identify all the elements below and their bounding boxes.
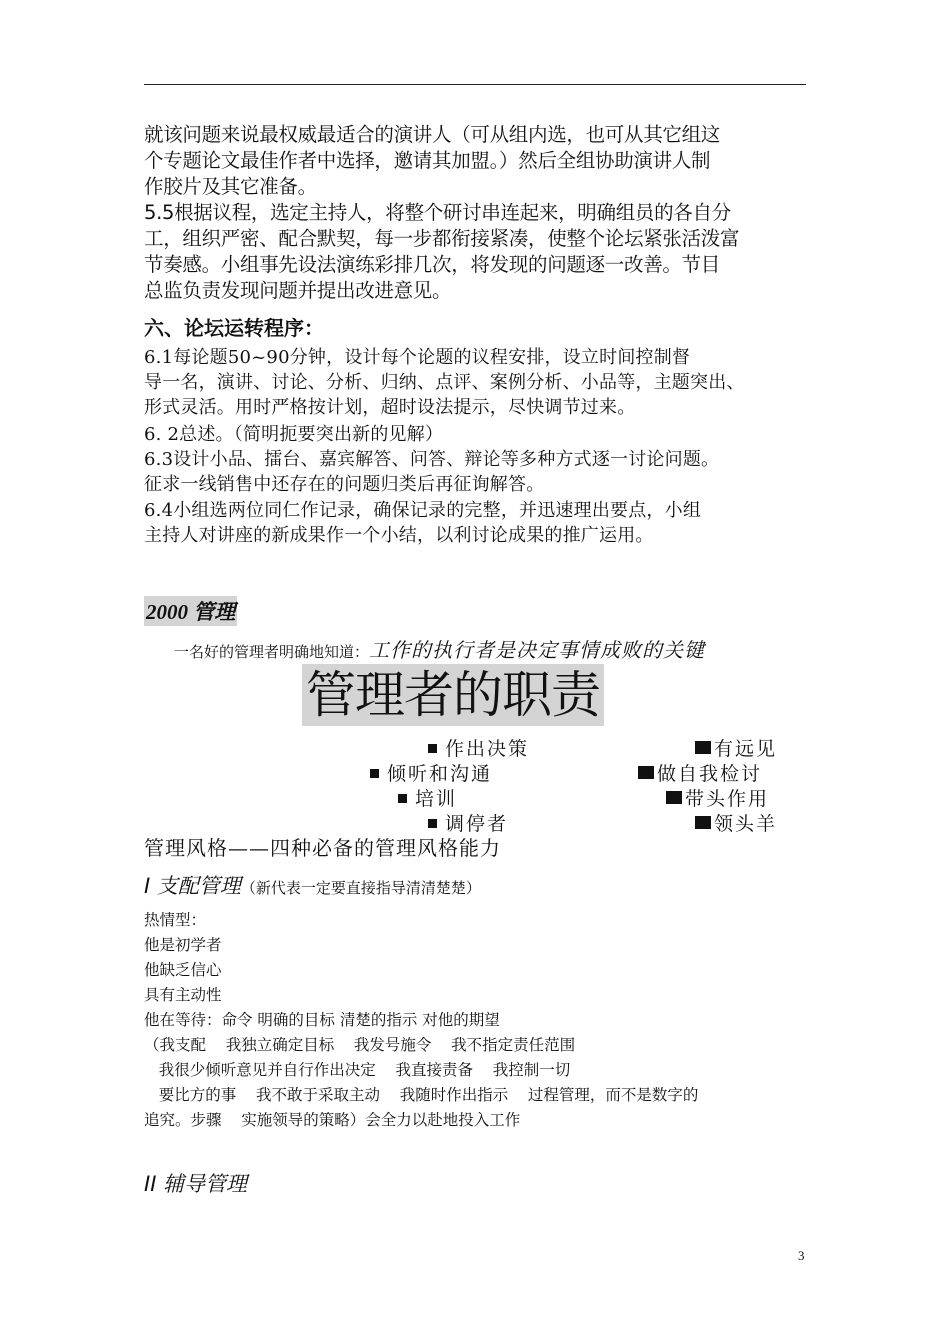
duty-item: 培训 [398,784,457,811]
duty-item: 带头作用 [666,784,769,811]
paragraph-line: 主持人对讲座的新成果作一个小结，以利讨论成果的推广运用。 [144,525,654,546]
detail-line: 我很少倾听意见并自行作出决定 我直接责备 我控制一切 [144,1061,571,1079]
paragraph-line: 6.3设计小品、擂台、嘉宾解答、问答、辩论等多种方式逐一讨论问题。 [144,449,720,470]
duty-item: 倾听和沟通 [370,759,492,786]
detail-line: 追究。步骤 实施领导的策略）会全力以赴地投入工作 [144,1111,521,1129]
paragraph-line: 6. 2总述。（简明扼要突出新的见解） [144,424,444,445]
paragraph-line: 就该问题来说最权威最适合的演讲人（可从组内选，也可从其它组这 [144,123,721,146]
paragraph-line: 6.1每论题50~90分钟，设计每个论题的议程安排，设立时间控制督 [144,347,691,368]
bullet-square-icon [666,791,682,804]
paragraph-line: 总监负责发现问题并提出改进意见。 [144,279,452,302]
detail-line: 热情型： [144,911,207,929]
paragraph-line: 个专题论文最佳作者中选择，邀请其加盟。）然后全组协助演讲人制 [144,149,711,172]
intro-line [174,634,705,663]
page-number: 3 [798,1248,805,1263]
paragraph-line: 节奏感。小组事先设法演练彩排几次，将发现的问题逐一改善。节目 [144,253,721,276]
detail-line: 他缺乏信心 [144,961,222,979]
paragraph-line: 作胶片及其它准备。 [144,175,317,198]
paragraph-line: 形式灵活。用时严格按计划，超时设法提示，尽快调节过来。 [144,397,636,418]
detail-line: 他是初学者 [144,936,222,954]
management-title: 2000 管理 [144,596,237,626]
duty-item: 调停者 [428,809,508,836]
duty-item: 领头羊 [695,809,777,836]
bullet-square-icon [398,794,407,803]
detail-line: （我支配 我独立确定目标 我发号施令 我不指定责任范围 [144,1036,576,1054]
bullet-square-icon [638,766,654,779]
detail-line: 他在等待：命令 明确的目标 清楚的指示 对他的期望 [144,1011,500,1029]
paragraph-line: 工，组织严密、配合默契，每一步都衔接紧凑，使整个论坛紧张活泼富 [144,227,740,250]
big-title: 管理者的职责 [302,664,604,726]
bullet-square-icon [695,741,711,754]
bullet-square-icon [370,769,379,778]
paragraph-line: 导一名，演讲、讨论、分析、归纳、点评、案例分析、小品等，主题突出、 [144,372,745,393]
detail-line: 要比方的事 我不敢于采取主动 我随时作出指示 过程管理，而不是数字的 [144,1086,699,1104]
duty-item: 作出决策 [428,734,529,761]
duty-item: 做自我检讨 [638,759,762,786]
paragraph-line: 6.4小组选两位同仁作记录，确保记录的完整，并迅速理出要点，小组 [144,500,702,521]
bullet-square-icon [428,819,437,828]
header-rule [144,84,806,85]
intro-plain: 一名好的管理者明确地知道： [174,643,370,661]
bullet-square-icon [428,744,437,753]
management-style-title: 管理风格——四种必备的管理风格能力 [144,836,501,860]
section1-heading: I 支配管理（新代表一定要直接指导清清楚楚） [144,874,481,898]
section2-heading: II 辅导管理 [144,1172,248,1196]
paragraph-line: 征求一线销售中还存在的问题归类后再征询解答。 [144,474,545,495]
section1-note: （新代表一定要直接指导清清楚楚） [240,879,481,897]
section-heading: 六、论坛运转程序： [144,316,324,340]
intro-emphasis: 工作的执行者是决定事情成败的关键 [369,638,706,662]
bullet-square-icon [695,816,711,829]
paragraph-line: 5.5根据议程，选定主持人，将整个研讨串连起来，明确组员的各自分 [144,201,731,224]
duty-item: 有远见 [695,734,777,761]
detail-line: 具有主动性 [144,986,222,1004]
